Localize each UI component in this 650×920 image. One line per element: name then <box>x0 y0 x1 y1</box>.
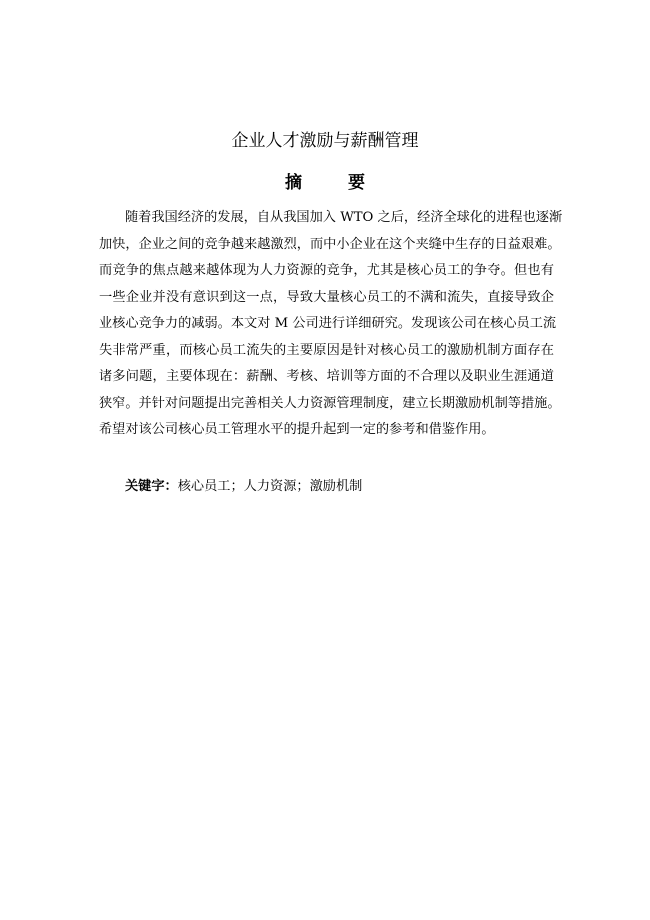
abstract-line: 而竞争的焦点越来越体现为人力资源的竞争，尤其是核心员工的争夺。但也有 <box>99 263 554 278</box>
abstract-line: 随着我国经济的发展，自从我国加入 WTO 之后，经济全球化的进程也逐渐 <box>125 210 563 225</box>
abstract-line: 一些企业并没有意识到这一点，导致大量核心员工的不满和流失，直接导致企 <box>99 289 554 305</box>
keywords-value: 核心员工；人力资源；激励机制 <box>177 479 363 494</box>
document-title: 企业人才激励与薪酬管理 <box>231 131 419 151</box>
keywords <box>125 474 362 500</box>
abstract-line: 狭窄。并针对问题提出完善相关人力资源管理制度，建立长期激励机制等措施。 <box>99 395 561 411</box>
abstract-line: 加快，企业之间的竞争越来越激烈，而中小企业在这个夹缝中生存的日益艰难。 <box>99 236 561 252</box>
abstract-line: 业核心竞争力的减弱。本文对 M 公司进行详细研究。发现该公司在核心员工流 <box>99 316 557 331</box>
abstract-line: 诸多问题，主要体现在：薪酬、考核、培训等方面的不合理以及职业生涯通道 <box>99 369 554 384</box>
abstract-heading: 摘 要 <box>285 173 385 193</box>
keywords-label: 关键字： <box>125 479 178 494</box>
abstract-line: 希望对该公司核心员工管理水平的提升起到一定的参考和借鉴作用。 <box>99 422 495 437</box>
abstract-body <box>99 205 563 444</box>
abstract-line: 失非常严重，而核心员工流失的主要原因是针对核心员工的激励机制方面存在 <box>99 342 554 358</box>
